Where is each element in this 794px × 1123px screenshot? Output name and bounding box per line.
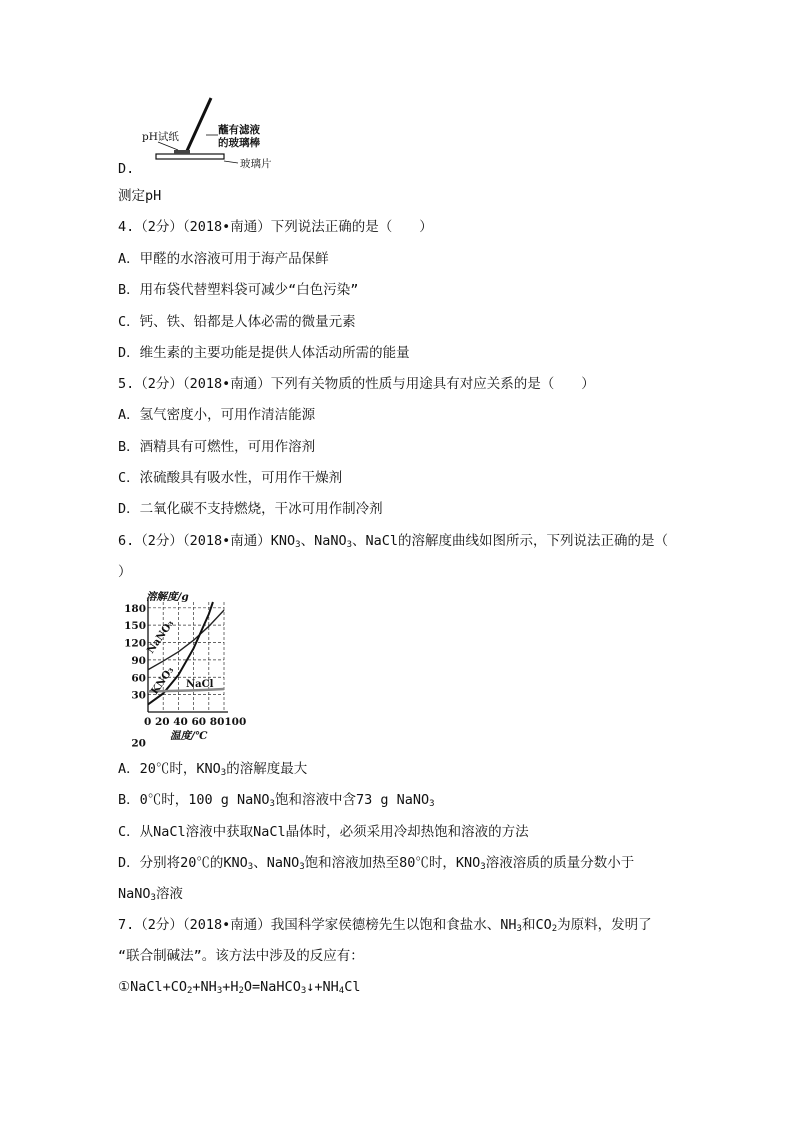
y-tick-label: 60 <box>131 672 146 685</box>
q7-stem-line1: 7.（2分）（2018•南通）我国科学家侯德榜先生以饱和食盐水、$NH_3$和$CO_2$为原料，发明了 <box>118 917 652 934</box>
q6-option-b: B．0℃时，100 g NaNO$_3$饱和溶液中含73 g NaNO$_3$ <box>118 792 435 809</box>
q3-option-d-caption: 测定pH <box>118 188 162 204</box>
q5-stem: 5.（2分）（2018•南通）下列有关物质的性质与用途具有对应关系的是（ ） <box>118 376 595 392</box>
series-label-nano3: NaNO₃ <box>145 618 177 656</box>
series-label-kno3: KNO₃ <box>149 665 177 697</box>
q4-option-b: B．用布袋代替塑料袋可减少“白色污染” <box>118 282 359 298</box>
y-tick-label: 120 <box>124 637 146 650</box>
q6-option-d-line2: NaNO$_3$溶液 <box>118 886 183 903</box>
y-tick-label: 180 <box>124 602 146 615</box>
q3-option-d-letter: D. <box>118 161 135 177</box>
y-tick-label: 150 <box>124 620 146 633</box>
rod-label-2: 的玻璃棒 <box>218 137 260 149</box>
q5-option-c: C．浓硫酸具有吸水性，可用作干燥剂 <box>118 470 343 486</box>
ph-test-figure <box>128 95 288 175</box>
q7-equation-1: $①NaCl+CO_2+NH_3+H_2O=NaHCO_3↓+NH_4Cl$ <box>118 979 361 996</box>
q4-stem: 4.（2分）（2018•南通）下列说法正确的是（ ） <box>118 219 433 235</box>
x-axis-title: 温度/℃ <box>170 730 208 742</box>
q4-option-a: A．甲醛的水溶液可用于海产品保鲜 <box>118 251 329 267</box>
q4-option-c: C．钙、铁、铅都是人体必需的微量元素 <box>118 314 356 330</box>
q6-option-c: C．从NaCl溶液中获取NaCl晶体时，必须采用冷却热饱和溶液的方法 <box>118 824 529 840</box>
chart-title: 溶解度/g <box>146 591 189 603</box>
ph-paper-label: pH试纸 <box>142 131 179 143</box>
q6-option-a: A．20℃时，$KNO_3$的溶解度最大 <box>118 761 308 778</box>
q5-option-d: D．二氧化碳不支持燃烧，干冰可用作制冷剂 <box>118 501 383 517</box>
q5-option-a: A．氢气密度小，可用作清洁能源 <box>118 407 316 423</box>
q6-option-d: D．分别将20℃的$KNO_3$、NaNO$_3$饱和溶液加热至80℃时，$KNO_3$溶液溶质的质量分数小于 <box>118 855 635 872</box>
q7-stem-line2: “联合制碱法”。该方法中涉及的反应有： <box>118 948 364 964</box>
glass-slide-shape <box>156 154 224 159</box>
y-tick-label: 20 <box>131 737 146 750</box>
rod-label-1: 蘸有滤液 <box>218 124 260 136</box>
series-label-nacl: NaCl <box>186 679 214 690</box>
ph-paper-shape <box>174 150 190 154</box>
y-tick-label: 90 <box>131 654 146 667</box>
solubility-chart <box>118 590 248 750</box>
q6-stem-line2: ） <box>118 564 132 580</box>
q6-stem: 6.（2分）（2018•南通）$KNO_3$、NaNO$_3$、NaCl的溶解度曲线如图所示，下列说法正确的是（ <box>118 533 669 550</box>
glass-slide-label: 玻璃片 <box>240 158 272 170</box>
x-tick-labels: 0 20 40 60 80100 <box>144 716 247 728</box>
q5-option-b: B．酒精具有可燃性，可用作溶剂 <box>118 439 316 455</box>
glass-rod <box>186 98 211 153</box>
q4-option-d: D．维生素的主要功能是提供人体活动所需的能量 <box>118 345 410 361</box>
y-tick-label: 30 <box>131 689 146 702</box>
